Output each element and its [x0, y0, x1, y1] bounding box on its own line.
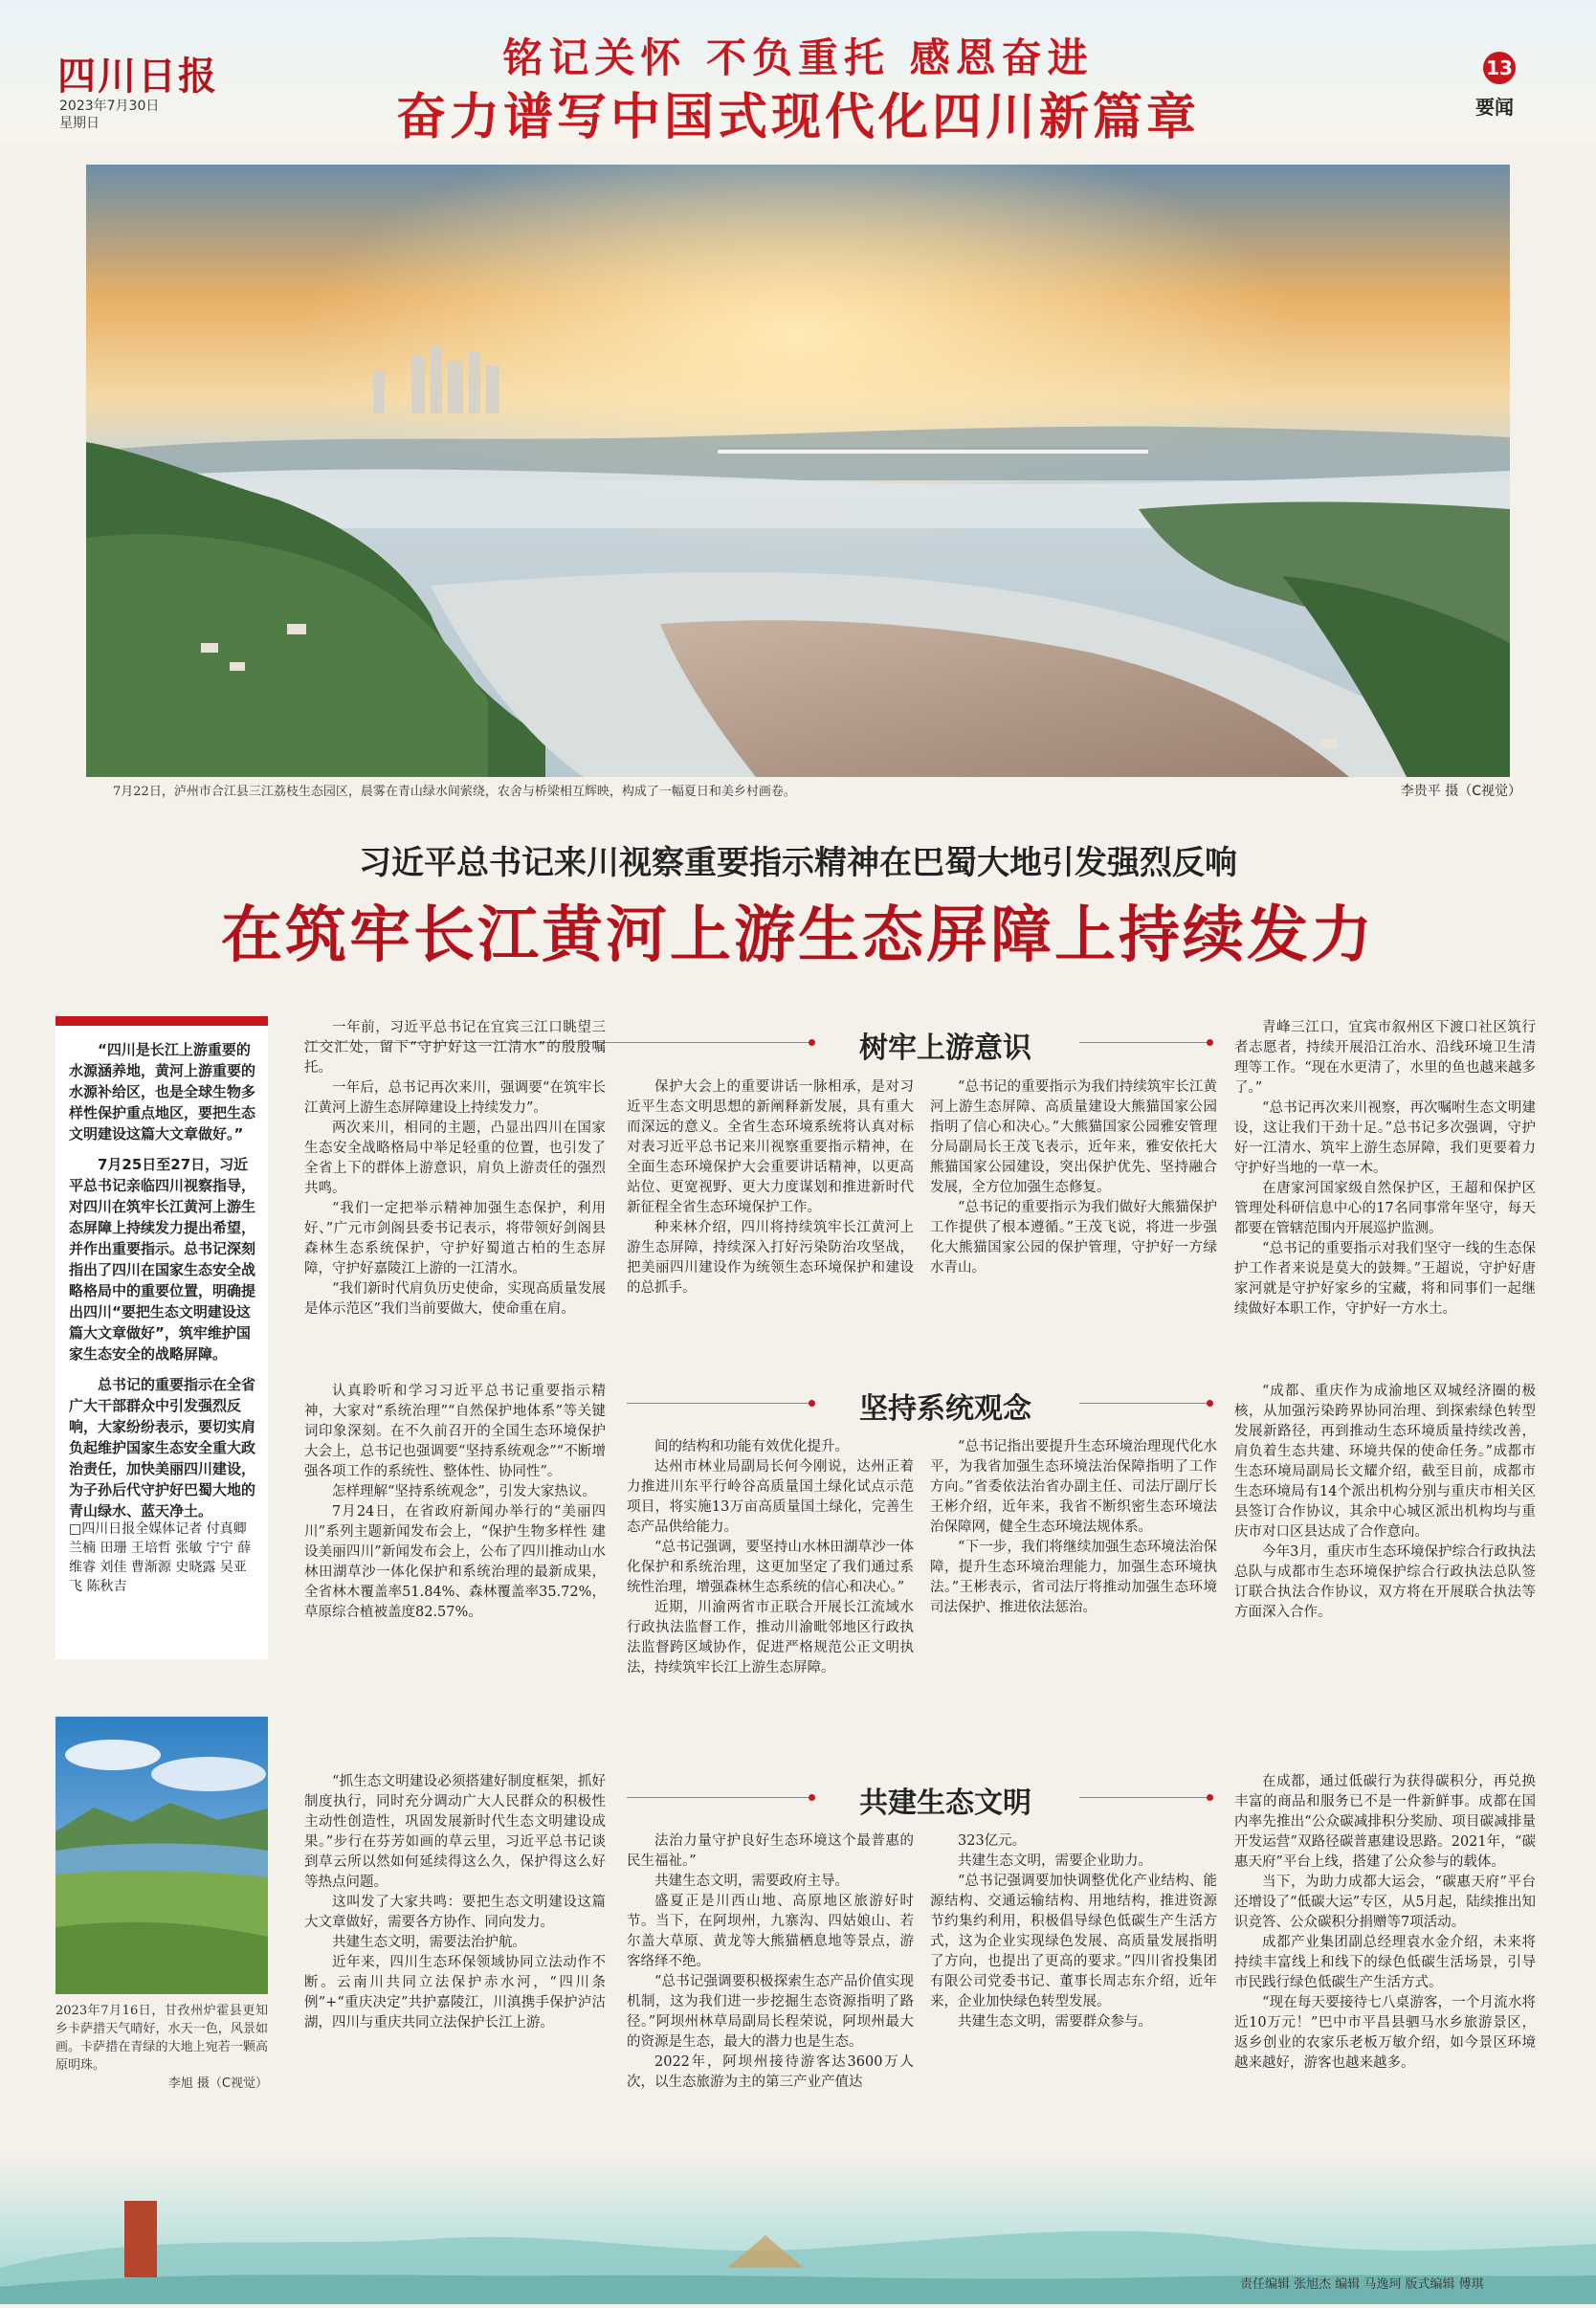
section-title: 坚持系统观念 [859, 1392, 1031, 1426]
paragraph: 种来林介绍，四川将持续筑牢长江黄河上游生态屏障，持续深入打好污染防治攻坚战，把美丽四川建设作为统领生态环境保护和建设的总抓手。 [627, 1220, 914, 1296]
paragraph: 近年来，四川生态环保领域协同立法动作不断。云南川共同立法保护赤水河，“四川条例”+“重庆决定”共护嘉陵江，川滇携手保护泸沽湖，四川与重庆共同立法保护长江上游。 [304, 1955, 606, 2031]
paragraph: 一年前，习近平总书记在宜宾三江口眺望三江交汇处，留下“守护好这一江清水”的殷殷嘱托。 [304, 1020, 606, 1076]
side-photo-caption-text: 2023年7月16日，甘孜州炉霍县更知乡卡萨措天气晴好，水天一色，风景如画。卡萨措在青绿的大地上宛若一颗高原明珠。 [55, 2004, 268, 2073]
paragraph: 法治力量守护良好生态环境这个最普惠的民生福祉。” [627, 1833, 914, 1869]
article-column [627, 1077, 914, 1382]
paragraph: “成都、重庆作为成渝地区双城经济圈的极核，从加强污染跨界协同治理、到探索绿色转型发展新路径，再到推动生态环境质量持续改善，肩负着生态共建、环境共保的使命任务。”成都市生态环境局副局长文耀介绍，截至目前，成都市生态环境局有14个派出机构分别与重庆市相关区县签订合作协议，其余中心城区派出机构均与重庆市对口区县达成了合作意向。 [1234, 1384, 1536, 1540]
article-column [1234, 1772, 1536, 2134]
paragraph: 2022年，阿坝州接待游客达3600万人次，以生态旅游为主的第三产业产值达 [627, 2054, 914, 2090]
paragraph: 保护大会上的重要讲话一脉相承，是对习近平生态文明思想的新阐释新发展，具有重大而深远的意义。全省生态环境系统将认真对标对表习近平总书记来川视察重要指示精神，在全面生态环境保护大会重要讲话精神，以更高站位、更宽视野、更大力度谋划和推进新时代新征程全省生态环境保护工作。 [627, 1079, 914, 1215]
paragraph: 共建生态文明，需要企业助力。 [958, 1853, 1152, 1869]
river-valley-image [86, 165, 1510, 777]
paragraph: 在成都，通过低碳行为获得碳积分，再兑换丰富的商品和服务已不是一件新鲜事。成都在国内率先推出“公众碳减排积分奖励、项目碳减排量开发运营”双路径碳普惠建设思路。2021年，“碳惠天府”平台上线，搭建了公众参与的载体。 [1234, 1774, 1536, 1870]
article-subheadline: 习近平总书记来川视察重要指示精神在巴蜀大地引发强烈反响 [359, 844, 1237, 882]
article-column [304, 1018, 606, 1382]
paragraph: 今年3月，重庆市生态环境保护综合行政执法总队与成都市生态环境保护综合行政执法总队签订联合执法合作协议，双方将在开展联合执法等方面深入合作。 [1234, 1544, 1536, 1620]
article-column [930, 1437, 1217, 1743]
slogan-main: 奋力谱写中国式现代化四川新篇章 [395, 88, 1200, 146]
paragraph: 盛夏正是川西山地、高原地区旅游好时节。当下，在阿坝州，九寨沟、四姑娘山、若尔盖大草原、黄龙等大熊猫栖息地等景点，游客络绎不绝。 [627, 1894, 914, 1969]
newspaper-logo: 四川日报 [57, 54, 218, 99]
photo-caption: 7月22日，泸州市合江县三江荔枝生态园区，晨雾在青山绿水间萦绕，农舍与桥梁相互辉映，构成了一幅夏日和美乡村画卷。 [113, 785, 796, 799]
slogan-top: 铭记关怀 不负重托 感恩奋进 [502, 34, 1094, 81]
paragraph: “现在每天要接待七八桌游客，一个月流水将近10万元！”巴中市平昌县驷马水乡旅游景区，返乡创业的农家乐老板万敏介绍，如今景区环境越来越好，游客也越来越多。 [1234, 1995, 1536, 2071]
section-divider-right [1079, 1042, 1209, 1043]
lead-paragraph: 总书记的重要指示在全省广大干部群众中引发强烈反响，大家纷纷表示，要切实肩负起维护国家生态安全重大政治责任，加快美丽四川建设，为子孙后代守护好巴蜀大地的青山绿水、蓝天净土。 [69, 1376, 256, 1520]
main-landscape-photo [86, 165, 1510, 777]
paragraph: 323亿元。 [958, 1833, 1027, 1849]
paragraph: 共建生态文明，需要群众参与。 [958, 2014, 1152, 2030]
article-column [304, 1382, 606, 1743]
paragraph: “总书记强调，要坚持山水林田湖草沙一体化保护和系统治理，这更加坚定了我们通过系统性治理，增强森林生态系统的信心和决心。” [627, 1540, 914, 1595]
paragraph: 近期，川渝两省市正联合开展长江流域水行政执法监督工作，推动川渝毗邻地区行政执法监督跨区域协作，促进严格规范公正文明执法，持续筑牢长江上游生态屏障。 [627, 1600, 914, 1676]
photo-credit: 李贵平 摄（C视觉） [1400, 784, 1521, 799]
article-column [930, 1831, 1217, 2134]
paragraph: 这叫发了大家共鸣：要把生态文明建设这篇大文章做好，需要各方协作、同向发力。 [304, 1895, 606, 1930]
paragraph: 共建生态文明，需要政府主导。 [654, 1874, 849, 1889]
paragraph: 当下，为助力成都大运会，“碳惠天府”平台还增设了“低碳大运”专区，从5月起，陆续推出知识竞答、公众碳积分捐赠等7项活动。 [1234, 1875, 1536, 1930]
paragraph: 7月24日，在省政府新闻办举行的“美丽四川”系列主题新闻发布会上，“保护生物多样性 建设美丽四川”新闻发布会上，公布了四川推动山水林田湖草沙一体化保护和系统治理的最新成果，全省林木覆盖率51.84%、森林覆盖率35.72%，草原综合植被盖度82.57%。 [304, 1504, 606, 1620]
lead-paragraph: 7月25日至27日，习近平总书记亲临四川视察指导，对四川在筑牢长江黄河上游生态屏障上持续发力提出希望，并作出重要指示。总书记深刻指出了四川在国家生态安全战略格局中的重要位置，明确提出四川“要把生态文明建设这篇大文章做好”，筑牢维护国家生态安全的战略屏障。 [69, 1156, 256, 1363]
side-photo-caption [55, 2002, 268, 2093]
lake-photo [55, 1717, 268, 1994]
paragraph: “总书记指出要提升生态环境治理现代化水平，为我省加强生态环境法治保障指明了工作方向。”省委依法治省办副主任、司法厅副厅长王彬介绍，近年来，我省不断织密生态环境法治保障网，健全生态环境法规体系。 [930, 1439, 1217, 1535]
article-column [627, 1437, 914, 1743]
article-column [627, 1831, 914, 2134]
paragraph: 共建生态文明，需要法治护航。 [332, 1935, 526, 1950]
article-column [1234, 1382, 1536, 1743]
paragraph: 在唐家河国家级自然保护区，王超和保护区管理处科研信息中心的17名同事常年坚守，每天都要在管辖范围内开展巡护监测。 [1234, 1181, 1536, 1236]
plateau-lake-image [55, 1717, 268, 1994]
paragraph: 青峰三江口，宜宾市叙州区下渡口社区筑行者志愿者，持续开展沿江治水、沿线环境卫生清理等工作。“现在水更清了，水里的鱼也越来越多了。” [1234, 1020, 1536, 1096]
section-title: 共建生态文明 [859, 1786, 1031, 1820]
section-title: 树牢上游意识 [859, 1032, 1031, 1065]
side-photo-credit: 李旭 摄（C视觉） [167, 2076, 268, 2091]
paragraph: “总书记强调要加快调整优化产业结构、能源结构、交通运输结构、用地结构，推进资源节约集约利用，积极倡导绿色低碳生产生活方式，这为企业实现绿色发展、高质量发展指明了方向，也提出了更高的要求。”四川省投集团有限公司党委书记、董事长周志东介绍，近年来，企业加快绿色转型发展。 [930, 1874, 1217, 2009]
section-divider-right [1079, 1403, 1209, 1404]
issue-weekday: 星期日 [59, 116, 100, 131]
reporter-byline: □四川日报全媒体记者 付真卿 兰楠 田珊 王培哲 张敏 宁宁 薛维睿 刘佳 曹渐源 史晓露 吴亚飞 陈秋吉 [69, 1521, 252, 1594]
paragraph: 认真聆听和学习习近平总书记重要指示精神，大家对“系统治理”“自然保护地体系”等关键词印象深刻。在不久前召开的全国生态环境保护大会上，总书记也强调要“坚持系统观念”“不断增强各项工作的系统性、整体性、协同性”。 [304, 1384, 606, 1479]
masthead [0, 0, 1596, 144]
paragraph: “我们新时代肩负历史使命，实现高质量发展是体示范区”我们当前要做大，使命重在肩。 [304, 1281, 606, 1317]
paragraph: 达州市林业局副局长何今刚说，达州正着力推进川东平行岭谷高质量国土绿化试点示范项目，将实施13万亩高质量国土绿化，完善生态产品供给能力。 [627, 1459, 914, 1535]
paragraph: “下一步，我们将继续加强生态环境法治保障，提升生态环境治理能力，加强生态环境执法。”王彬表示，省司法厅将推动加强生态环境司法保护、推进依法惩治。 [930, 1540, 1217, 1615]
lead-paragraph: “四川是长江上游重要的水源涵养地，黄河上游重要的水源补给区，也是全球生物多样性保护重点地区，要把生态文明建设这篇大文章做好。” [69, 1041, 256, 1143]
footer-decoration [0, 2153, 1596, 2304]
paragraph: 一年后，总书记再次来川，强调要“在筑牢长江黄河上游生态屏障建设上持续发力”。 [304, 1080, 606, 1116]
paragraph: 间的结构和功能有效优化提升。 [654, 1439, 849, 1454]
editor-credits: 责任编辑 张旭杰 编辑 马逸珂 版式编辑 傅琪 [1240, 2277, 1484, 2292]
paragraph: “我们一定把举示精神加强生态保护，利用好、”广元市剑阁县委书记表示，将带领好剑阁县森林生态系统保护，守护好蜀道古柏的生态屏障，守护好嘉陵江上游的一江清水。 [304, 1201, 606, 1276]
article-column [1234, 1018, 1536, 1382]
section-divider-left [627, 1403, 811, 1404]
page-number-badge: 13 [1483, 52, 1516, 84]
seal-decoration [124, 2201, 157, 2277]
paragraph: 两次来川，相同的主题，凸显出四川在国家生态安全战略格局中举足轻重的位置，也引发了全省上下的群体上游意识，肩负上游责任的强烈共鸣。 [304, 1121, 606, 1196]
paragraph: 成都产业集团副总经理袁水金介绍，未来将持续丰富线上和线下的绿色低碳生活场景，引导市民践行绿色低碳生产生活方式。 [1234, 1935, 1536, 1990]
section-divider-left [627, 1797, 811, 1798]
paragraph: 怎样理解“坚持系统观念”，引发大家热议。 [332, 1484, 596, 1499]
article-column [930, 1077, 1217, 1382]
paragraph: “总书记的重要指示对我们坚守一线的生态保护工作者来说是莫大的鼓舞。”王超说，守护好唐家河就是守护好家乡的宝藏，将和同事们一起继续做好本职工作，守护好一方水土。 [1234, 1241, 1536, 1317]
paragraph: “抓生态文明建设必须搭建好制度框架，抓好制度执行，同时充分调动广大人民群众的积极性主动性创造性，巩固发展新时代生态文明建设成果。”步行在芬芳如画的草云里，习近平总书记谈到草云所以然如何延续得这么久，保护得这么好等热点问题。 [304, 1774, 606, 1890]
issue-date-text: 2023年7月30日 [59, 99, 160, 114]
paragraph: “总书记的重要指示为我们持续筑牢长江黄河上游生态屏障、高质量建设大熊猫国家公园指明了信心和决心。”大熊猫国家公园雅安管理分局副局长王茂飞表示，近年来，雅安依托大熊猫国家公园建设，突出保护优先、坚持融合发展，全方位加强生态修复。 [930, 1079, 1217, 1195]
paragraph: “总书记强调要积极探索生态产品价值实现机制，这为我们进一步挖掘生态资源指明了路径。”阿坝州林草局副局长程荣说，阿坝州最大的资源是生态，最大的潜力也是生态。 [627, 1974, 914, 2050]
paragraph: “总书记的重要指示为我们做好大熊猫保护工作提供了根本遵循。”王茂飞说，将进一步强化大熊猫国家公园的保护管理，守护好一方绿水青山。 [930, 1200, 1217, 1276]
paragraph: “总书记再次来川视察，再次嘱咐生态文明建设，这让我们干劲十足。”总书记多次强调，守护好一江清水、筑牢上游生态屏障，我们更要着力守护好当地的一草一木。 [1234, 1100, 1536, 1176]
section-label: 要闻 [1475, 96, 1514, 119]
section-divider-right [1079, 1797, 1209, 1798]
article-column [304, 1772, 606, 2134]
article-headline: 在筑牢长江黄河上游生态屏障上持续发力 [221, 900, 1375, 971]
